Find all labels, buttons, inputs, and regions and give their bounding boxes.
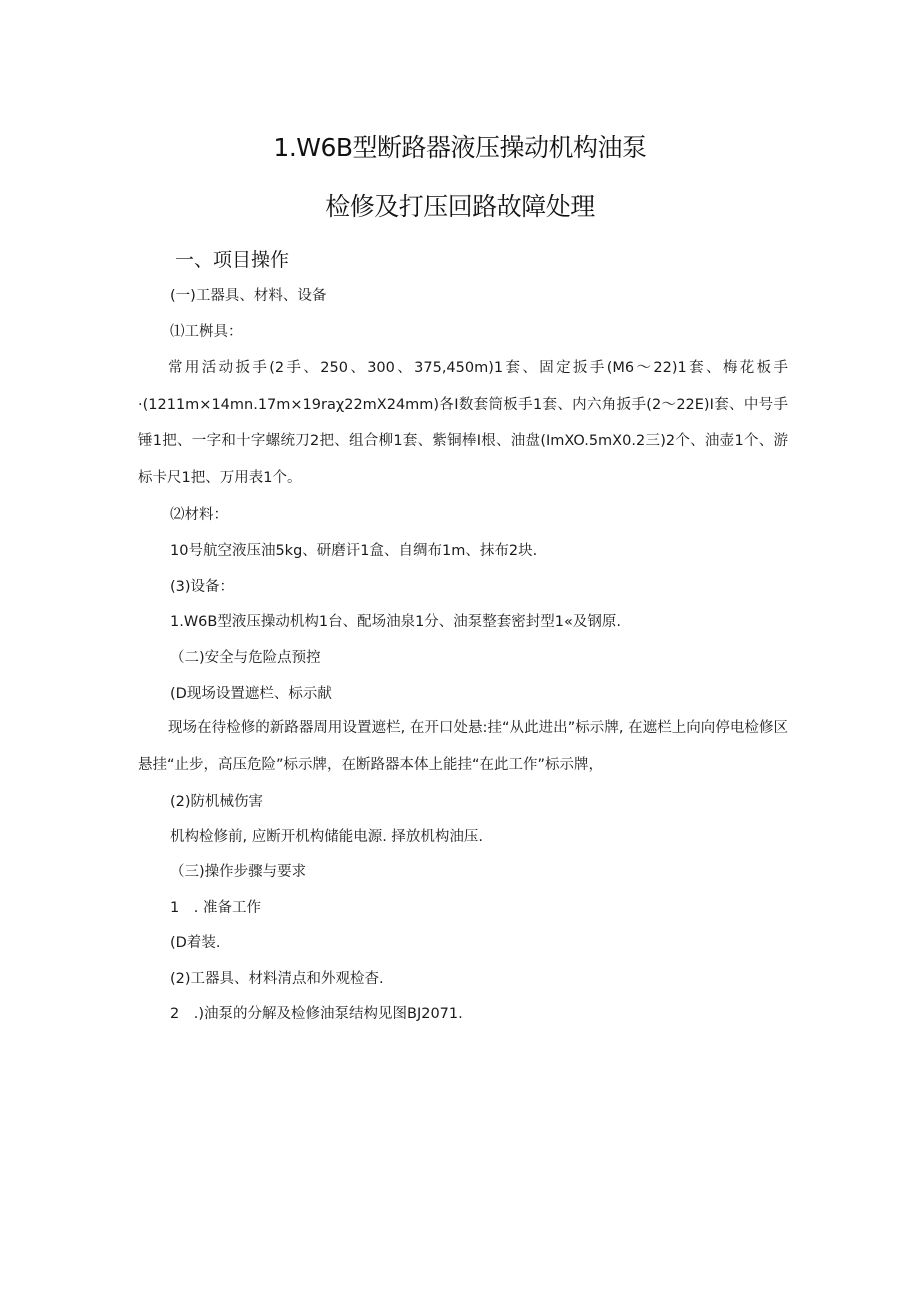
section-heading: 一、项目操作 [175, 249, 290, 271]
safety-item-mechanical: (2)防机械伤害 [170, 794, 264, 810]
subsection-heading-steps: （三)操作步骤与要求 [170, 864, 307, 880]
safety-item-barrier: (D现场设置遮栏、标示献 [170, 686, 332, 702]
subsection-heading-tools: (一)工器具、材料、设备 [170, 288, 327, 304]
safety-mechanical-text: 机构检修前, 应断开机构储能电源. 择放机构油压. [170, 829, 484, 845]
document-title-line1: 1.W6B型断路器液压操动机构油泵 [273, 133, 647, 162]
tools-paragraph: 常用活动扳手(2手、250、300、375,450m)1套、固定扳手(M6〜22)1套、梅花板手·(1211m×14mn.17m×19raχ22mX24mm)各I数套筒板手1套、内六角扳手(2〜22E)I套、中号手锤1把、一字和十字螺统刀2把、组合柳1套、紫铜棒I根、油盘(ImXO.5mX0.2三)2个、油壶1个、游标卡尺1把、万用表1个。 [138, 360, 788, 486]
document-title-line2: 检修及打压回路故障处理 [325, 192, 595, 221]
subsection-heading-safety: （二)安全与危险点预控 [170, 650, 321, 666]
item-label-tools: ⑴工桝具： [170, 324, 243, 340]
equipment-text: 1.W6B型液压操动机构1台、配场油泉1分、油泵整套密封型1«及钢原. [170, 614, 621, 630]
step-1-item-a: (D着装. [170, 935, 221, 951]
step-1-heading: 1 . 准备工作 [170, 900, 261, 916]
step-1-item-b: (2)工器具、材料清点和外观检杳. [170, 971, 384, 987]
step-2-heading: 2 .)油泵的分解及检修油泵结构见图BJ2071. [170, 1006, 463, 1022]
safety-barrier-paragraph: 现场在待检修的新路器周用设置遮栏, 在开口处悬:挂“从此进出”标示牌, 在遮栏上向向停电检修区悬挂“止步，高压危险”标示牌，在断路器本体上能挂“在此工作”标示牌， [138, 720, 788, 773]
materials-text: 10号航空液压油5kg、研磨讦1盒、自绸布1m、抹布2块. [170, 543, 538, 559]
item-label-equipment: (3)设备： [170, 579, 235, 595]
item-label-materials: ⑵材料： [170, 507, 228, 523]
